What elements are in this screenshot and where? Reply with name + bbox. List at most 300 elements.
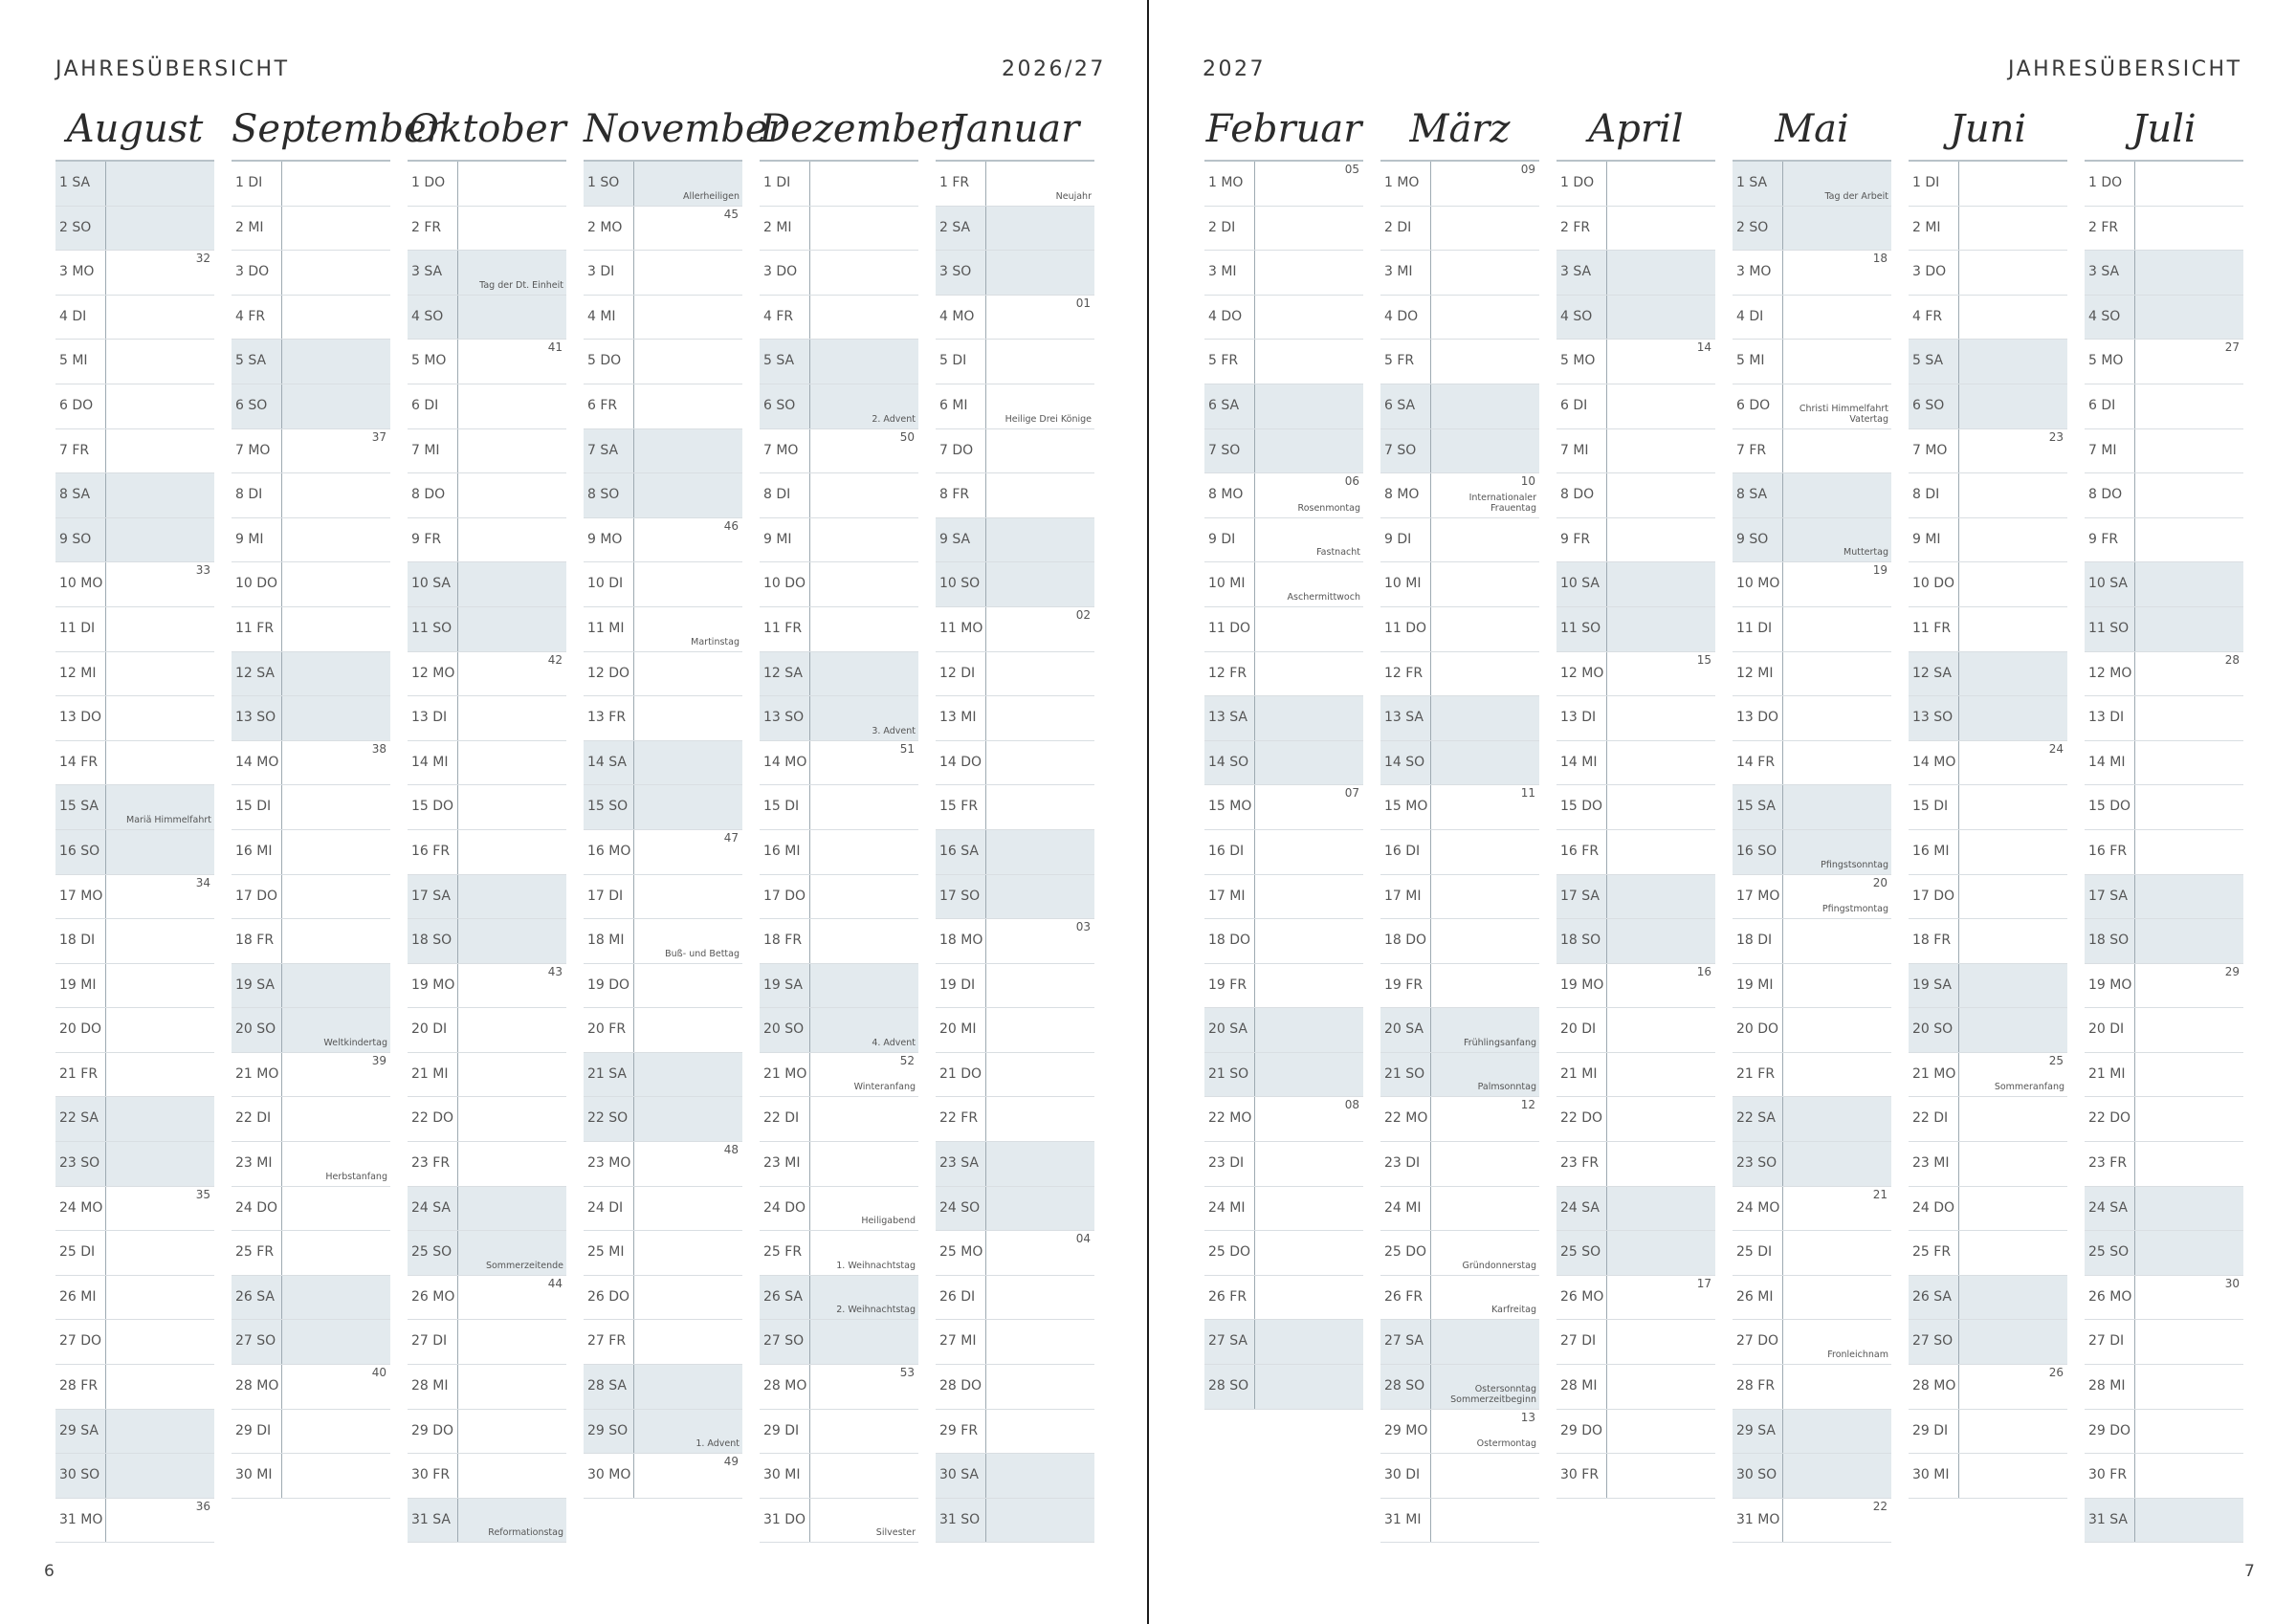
day-row[interactable]: [2085, 1410, 2243, 1455]
day-row[interactable]: [760, 964, 918, 1009]
day-row[interactable]: [1380, 162, 1539, 207]
day-row[interactable]: [1204, 1276, 1363, 1321]
day-row[interactable]: [1556, 1097, 1715, 1142]
day-row[interactable]: [1733, 207, 1891, 252]
day-row[interactable]: [1380, 1142, 1539, 1187]
day-row[interactable]: [408, 1187, 566, 1232]
day-row[interactable]: [760, 207, 918, 252]
day-row[interactable]: [1733, 562, 1891, 607]
day-row[interactable]: [1380, 429, 1539, 474]
day-row[interactable]: [408, 1142, 566, 1187]
day-row[interactable]: [1380, 1187, 1539, 1232]
day-row[interactable]: [1204, 1365, 1363, 1410]
day-row[interactable]: [760, 1097, 918, 1142]
day-row[interactable]: [55, 1142, 214, 1187]
day-row[interactable]: [1204, 875, 1363, 920]
day-row[interactable]: [1380, 652, 1539, 697]
day-row[interactable]: [408, 518, 566, 563]
day-row[interactable]: [584, 1008, 742, 1053]
day-row[interactable]: [1204, 384, 1363, 429]
day-row[interactable]: [760, 473, 918, 518]
day-row[interactable]: [1380, 1365, 1539, 1410]
day-row[interactable]: [760, 1410, 918, 1455]
day-row[interactable]: [55, 207, 214, 252]
day-row[interactable]: [584, 830, 742, 875]
day-row[interactable]: [1556, 875, 1715, 920]
day-row[interactable]: [1733, 1454, 1891, 1499]
day-row[interactable]: [55, 162, 214, 207]
day-row[interactable]: [55, 429, 214, 474]
day-row[interactable]: [760, 696, 918, 741]
day-row[interactable]: [1733, 518, 1891, 563]
day-row[interactable]: [760, 162, 918, 207]
day-row[interactable]: [1204, 473, 1363, 518]
day-row[interactable]: [1733, 785, 1891, 830]
day-row[interactable]: [1556, 384, 1715, 429]
day-row[interactable]: [408, 296, 566, 340]
day-row[interactable]: [1380, 1231, 1539, 1276]
day-row[interactable]: [55, 518, 214, 563]
day-row[interactable]: [2085, 1142, 2243, 1187]
day-row[interactable]: [1733, 251, 1891, 296]
day-row[interactable]: [1556, 830, 1715, 875]
day-row[interactable]: [1380, 1008, 1539, 1053]
day-row[interactable]: [1733, 1142, 1891, 1187]
day-row[interactable]: [1556, 1365, 1715, 1410]
day-row[interactable]: [232, 1454, 390, 1499]
day-row[interactable]: [232, 1276, 390, 1321]
day-row[interactable]: [936, 251, 1094, 296]
day-row[interactable]: [232, 207, 390, 252]
day-row[interactable]: [1733, 1276, 1891, 1321]
day-row[interactable]: [936, 1320, 1094, 1365]
day-row[interactable]: [1204, 1187, 1363, 1232]
day-row[interactable]: [760, 652, 918, 697]
day-row[interactable]: [408, 964, 566, 1009]
day-row[interactable]: [2085, 919, 2243, 964]
day-row[interactable]: [936, 207, 1094, 252]
day-row[interactable]: [1733, 1097, 1891, 1142]
day-row[interactable]: [1909, 741, 2067, 786]
day-row[interactable]: [1556, 518, 1715, 563]
day-row[interactable]: [1733, 964, 1891, 1009]
day-row[interactable]: [1204, 741, 1363, 786]
day-row[interactable]: [1733, 340, 1891, 384]
day-row[interactable]: [1556, 1187, 1715, 1232]
day-row[interactable]: [936, 919, 1094, 964]
day-row[interactable]: [2085, 562, 2243, 607]
day-row[interactable]: [2085, 207, 2243, 252]
day-row[interactable]: [408, 1365, 566, 1410]
day-row[interactable]: [2085, 384, 2243, 429]
day-row[interactable]: [1556, 785, 1715, 830]
day-row[interactable]: [1733, 696, 1891, 741]
day-row[interactable]: [760, 607, 918, 652]
day-row[interactable]: [1380, 741, 1539, 786]
day-row[interactable]: [232, 785, 390, 830]
day-row[interactable]: [936, 696, 1094, 741]
day-row[interactable]: [2085, 473, 2243, 518]
day-row[interactable]: [2085, 296, 2243, 340]
day-row[interactable]: [232, 473, 390, 518]
day-row[interactable]: [1204, 1053, 1363, 1098]
day-row[interactable]: [1733, 875, 1891, 920]
day-row[interactable]: [408, 1276, 566, 1321]
day-row[interactable]: [1733, 741, 1891, 786]
day-row[interactable]: [1204, 251, 1363, 296]
day-row[interactable]: [408, 562, 566, 607]
day-row[interactable]: [760, 1320, 918, 1365]
day-row[interactable]: [1556, 696, 1715, 741]
day-row[interactable]: [1733, 1499, 1891, 1544]
day-row[interactable]: [1733, 384, 1891, 429]
day-row[interactable]: [1556, 251, 1715, 296]
day-row[interactable]: [936, 562, 1094, 607]
day-row[interactable]: [1380, 1053, 1539, 1098]
day-row[interactable]: [1733, 1053, 1891, 1098]
day-row[interactable]: [55, 1365, 214, 1410]
day-row[interactable]: [584, 1276, 742, 1321]
day-row[interactable]: [232, 1053, 390, 1098]
day-row[interactable]: [1204, 607, 1363, 652]
day-row[interactable]: [1204, 919, 1363, 964]
day-row[interactable]: [55, 1499, 214, 1544]
day-row[interactable]: [1909, 296, 2067, 340]
day-row[interactable]: [584, 1454, 742, 1499]
day-row[interactable]: [760, 1499, 918, 1544]
day-row[interactable]: [1204, 162, 1363, 207]
day-row[interactable]: [584, 251, 742, 296]
day-row[interactable]: [2085, 696, 2243, 741]
day-row[interactable]: [232, 919, 390, 964]
day-row[interactable]: [1909, 162, 2067, 207]
day-row[interactable]: [408, 251, 566, 296]
day-row[interactable]: [2085, 1053, 2243, 1098]
day-row[interactable]: [1556, 162, 1715, 207]
day-row[interactable]: [1380, 296, 1539, 340]
day-row[interactable]: [2085, 162, 2243, 207]
day-row[interactable]: [936, 518, 1094, 563]
day-row[interactable]: [232, 162, 390, 207]
day-row[interactable]: [936, 429, 1094, 474]
day-row[interactable]: [584, 875, 742, 920]
day-row[interactable]: [55, 1008, 214, 1053]
day-row[interactable]: [232, 1097, 390, 1142]
day-row[interactable]: [1909, 562, 2067, 607]
day-row[interactable]: [936, 1276, 1094, 1321]
day-row[interactable]: [408, 162, 566, 207]
day-row[interactable]: [2085, 1365, 2243, 1410]
day-row[interactable]: [936, 384, 1094, 429]
day-row[interactable]: [1380, 207, 1539, 252]
day-row[interactable]: [760, 340, 918, 384]
day-row[interactable]: [760, 251, 918, 296]
day-row[interactable]: [55, 1454, 214, 1499]
day-row[interactable]: [584, 1231, 742, 1276]
day-row[interactable]: [55, 1187, 214, 1232]
day-row[interactable]: [1733, 473, 1891, 518]
day-row[interactable]: [1556, 919, 1715, 964]
day-row[interactable]: [936, 340, 1094, 384]
day-row[interactable]: [1204, 785, 1363, 830]
day-row[interactable]: [1909, 1053, 2067, 1098]
day-row[interactable]: [1380, 518, 1539, 563]
day-row[interactable]: [936, 875, 1094, 920]
day-row[interactable]: [232, 562, 390, 607]
day-row[interactable]: [760, 1276, 918, 1321]
day-row[interactable]: [55, 1410, 214, 1455]
day-row[interactable]: [2085, 1454, 2243, 1499]
day-row[interactable]: [1380, 1454, 1539, 1499]
day-row[interactable]: [1556, 741, 1715, 786]
day-row[interactable]: [1204, 296, 1363, 340]
day-row[interactable]: [232, 1142, 390, 1187]
day-row[interactable]: [584, 964, 742, 1009]
day-row[interactable]: [232, 384, 390, 429]
day-row[interactable]: [1909, 1097, 2067, 1142]
day-row[interactable]: [408, 1008, 566, 1053]
day-row[interactable]: [936, 1454, 1094, 1499]
day-row[interactable]: [760, 1454, 918, 1499]
day-row[interactable]: [1380, 875, 1539, 920]
day-row[interactable]: [1380, 1410, 1539, 1455]
day-row[interactable]: [1556, 964, 1715, 1009]
day-row[interactable]: [408, 473, 566, 518]
day-row[interactable]: [1204, 696, 1363, 741]
day-row[interactable]: [1556, 1053, 1715, 1098]
day-row[interactable]: [408, 1053, 566, 1098]
day-row[interactable]: [760, 429, 918, 474]
day-row[interactable]: [1204, 1320, 1363, 1365]
day-row[interactable]: [1380, 562, 1539, 607]
day-row[interactable]: [760, 562, 918, 607]
day-row[interactable]: [1204, 652, 1363, 697]
day-row[interactable]: [1909, 696, 2067, 741]
day-row[interactable]: [55, 251, 214, 296]
day-row[interactable]: [408, 1454, 566, 1499]
day-row[interactable]: [1204, 1231, 1363, 1276]
day-row[interactable]: [1909, 384, 2067, 429]
day-row[interactable]: [55, 340, 214, 384]
day-row[interactable]: [55, 785, 214, 830]
day-row[interactable]: [1204, 1142, 1363, 1187]
day-row[interactable]: [760, 830, 918, 875]
day-row[interactable]: [2085, 741, 2243, 786]
day-row[interactable]: [408, 696, 566, 741]
day-row[interactable]: [936, 1410, 1094, 1455]
day-row[interactable]: [2085, 429, 2243, 474]
day-row[interactable]: [584, 919, 742, 964]
day-row[interactable]: [232, 340, 390, 384]
day-row[interactable]: [55, 696, 214, 741]
day-row[interactable]: [232, 830, 390, 875]
day-row[interactable]: [1733, 830, 1891, 875]
day-row[interactable]: [1204, 429, 1363, 474]
day-row[interactable]: [584, 562, 742, 607]
day-row[interactable]: [1909, 429, 2067, 474]
day-row[interactable]: [1733, 919, 1891, 964]
day-row[interactable]: [760, 1053, 918, 1098]
day-row[interactable]: [55, 1231, 214, 1276]
day-row[interactable]: [1909, 830, 2067, 875]
day-row[interactable]: [1380, 830, 1539, 875]
day-row[interactable]: [1556, 207, 1715, 252]
day-row[interactable]: [55, 919, 214, 964]
day-row[interactable]: [2085, 785, 2243, 830]
day-row[interactable]: [936, 1053, 1094, 1098]
day-row[interactable]: [760, 1008, 918, 1053]
day-row[interactable]: [2085, 652, 2243, 697]
day-row[interactable]: [55, 562, 214, 607]
day-row[interactable]: [1556, 1320, 1715, 1365]
day-row[interactable]: [584, 741, 742, 786]
day-row[interactable]: [584, 1142, 742, 1187]
day-row[interactable]: [232, 1320, 390, 1365]
day-row[interactable]: [1380, 1499, 1539, 1544]
day-row[interactable]: [1733, 1187, 1891, 1232]
day-row[interactable]: [232, 964, 390, 1009]
day-row[interactable]: [936, 1008, 1094, 1053]
day-row[interactable]: [408, 207, 566, 252]
day-row[interactable]: [584, 473, 742, 518]
day-row[interactable]: [1733, 162, 1891, 207]
day-row[interactable]: [1909, 919, 2067, 964]
day-row[interactable]: [1909, 518, 2067, 563]
day-row[interactable]: [584, 785, 742, 830]
day-row[interactable]: [2085, 607, 2243, 652]
day-row[interactable]: [1556, 652, 1715, 697]
day-row[interactable]: [936, 741, 1094, 786]
day-row[interactable]: [1909, 875, 2067, 920]
day-row[interactable]: [936, 1142, 1094, 1187]
day-row[interactable]: [232, 296, 390, 340]
day-row[interactable]: [408, 1320, 566, 1365]
day-row[interactable]: [232, 429, 390, 474]
day-row[interactable]: [232, 741, 390, 786]
day-row[interactable]: [1909, 1454, 2067, 1499]
day-row[interactable]: [1733, 607, 1891, 652]
day-row[interactable]: [2085, 1008, 2243, 1053]
day-row[interactable]: [55, 1097, 214, 1142]
day-row[interactable]: [1204, 518, 1363, 563]
day-row[interactable]: [55, 296, 214, 340]
day-row[interactable]: [408, 1231, 566, 1276]
day-row[interactable]: [584, 518, 742, 563]
day-row[interactable]: [1204, 1097, 1363, 1142]
day-row[interactable]: [1556, 1276, 1715, 1321]
day-row[interactable]: [584, 1365, 742, 1410]
day-row[interactable]: [2085, 875, 2243, 920]
day-row[interactable]: [584, 1053, 742, 1098]
day-row[interactable]: [1733, 296, 1891, 340]
day-row[interactable]: [55, 830, 214, 875]
day-row[interactable]: [936, 1499, 1094, 1544]
day-row[interactable]: [1556, 1231, 1715, 1276]
day-row[interactable]: [408, 340, 566, 384]
day-row[interactable]: [1380, 1276, 1539, 1321]
day-row[interactable]: [1204, 1008, 1363, 1053]
day-row[interactable]: [1909, 1008, 2067, 1053]
day-row[interactable]: [232, 607, 390, 652]
day-row[interactable]: [232, 518, 390, 563]
day-row[interactable]: [1556, 607, 1715, 652]
day-row[interactable]: [1380, 384, 1539, 429]
day-row[interactable]: [1909, 1320, 2067, 1365]
day-row[interactable]: [584, 429, 742, 474]
day-row[interactable]: [2085, 1187, 2243, 1232]
day-row[interactable]: [408, 1499, 566, 1544]
day-row[interactable]: [232, 652, 390, 697]
day-row[interactable]: [2085, 1320, 2243, 1365]
day-row[interactable]: [584, 1410, 742, 1455]
day-row[interactable]: [584, 1187, 742, 1232]
day-row[interactable]: [55, 1053, 214, 1098]
day-row[interactable]: [232, 1231, 390, 1276]
day-row[interactable]: [936, 652, 1094, 697]
day-row[interactable]: [1380, 340, 1539, 384]
day-row[interactable]: [936, 607, 1094, 652]
day-row[interactable]: [1380, 785, 1539, 830]
day-row[interactable]: [760, 785, 918, 830]
day-row[interactable]: [408, 785, 566, 830]
day-row[interactable]: [936, 1365, 1094, 1410]
day-row[interactable]: [408, 652, 566, 697]
day-row[interactable]: [232, 875, 390, 920]
day-row[interactable]: [2085, 340, 2243, 384]
day-row[interactable]: [1909, 251, 2067, 296]
day-row[interactable]: [1733, 1008, 1891, 1053]
day-row[interactable]: [55, 875, 214, 920]
day-row[interactable]: [408, 384, 566, 429]
day-row[interactable]: [760, 741, 918, 786]
day-row[interactable]: [2085, 1499, 2243, 1544]
day-row[interactable]: [1909, 1276, 2067, 1321]
day-row[interactable]: [1909, 1410, 2067, 1455]
day-row[interactable]: [1733, 429, 1891, 474]
day-row[interactable]: [1380, 919, 1539, 964]
day-row[interactable]: [1556, 429, 1715, 474]
day-row[interactable]: [760, 1187, 918, 1232]
day-row[interactable]: [408, 741, 566, 786]
day-row[interactable]: [760, 384, 918, 429]
day-row[interactable]: [1909, 473, 2067, 518]
day-row[interactable]: [55, 964, 214, 1009]
day-row[interactable]: [2085, 830, 2243, 875]
day-row[interactable]: [1556, 1410, 1715, 1455]
day-row[interactable]: [1556, 340, 1715, 384]
day-row[interactable]: [1909, 1365, 2067, 1410]
day-row[interactable]: [1556, 296, 1715, 340]
day-row[interactable]: [408, 875, 566, 920]
day-row[interactable]: [936, 296, 1094, 340]
day-row[interactable]: [936, 964, 1094, 1009]
day-row[interactable]: [584, 1320, 742, 1365]
day-row[interactable]: [760, 518, 918, 563]
day-row[interactable]: [1204, 964, 1363, 1009]
day-row[interactable]: [936, 830, 1094, 875]
day-row[interactable]: [584, 296, 742, 340]
day-row[interactable]: [1909, 607, 2067, 652]
day-row[interactable]: [55, 741, 214, 786]
day-row[interactable]: [1733, 652, 1891, 697]
day-row[interactable]: [55, 384, 214, 429]
day-row[interactable]: [584, 162, 742, 207]
day-row[interactable]: [936, 1187, 1094, 1232]
day-row[interactable]: [232, 696, 390, 741]
day-row[interactable]: [936, 162, 1094, 207]
day-row[interactable]: [1380, 1320, 1539, 1365]
day-row[interactable]: [2085, 964, 2243, 1009]
